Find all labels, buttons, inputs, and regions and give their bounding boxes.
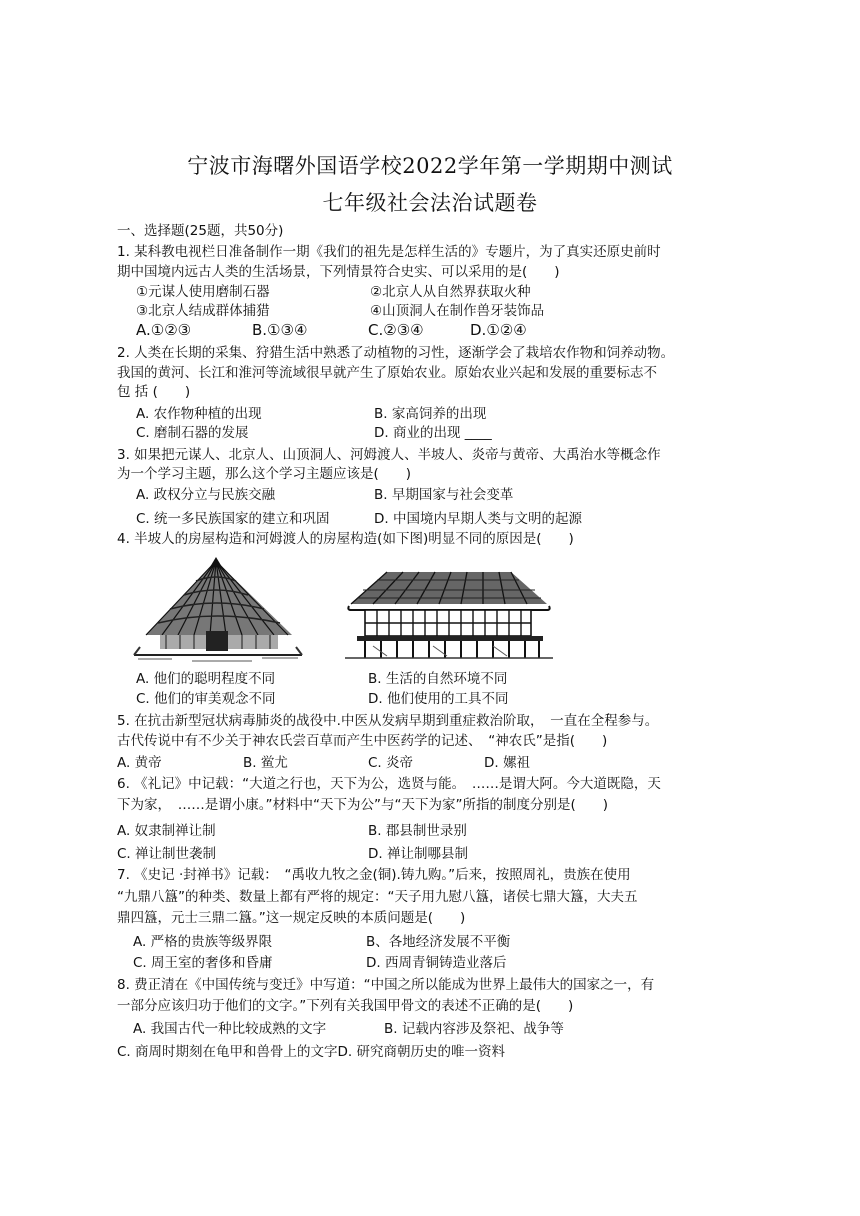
q4-option-c: C. 他们的审美观念不同 — [136, 691, 276, 707]
q8-option-cd: C. 商周时期刻在龟甲和兽骨上的文字D. 研究商朝历史的唯一资料 — [117, 1044, 505, 1060]
q7-option-a: A. 严格的贵族等级界限 — [133, 934, 273, 950]
exam-title: 宁波市海曙外国语学校2022学年第一学期期中测试 — [187, 154, 673, 178]
q4-stem-line1: 4. 半坡人的房屋构造和河姆渡人的房屋构造(如下图)明显不同的原因是( ) — [117, 531, 574, 547]
q5-option-c: C. 炎帝 — [368, 755, 414, 771]
q6-stem-line1: 6. 《礼记》中记载：“大道之行也，天下为公，选贤与能。 ……是谓大阿。今大道既隐，天 — [117, 776, 661, 792]
q3-stem-line1: 3. 如果把元谋人、北京人、山顶洞人、河姆渡人、半坡人、炎帝与黄帝、大禹治水等概念作 — [117, 447, 661, 463]
q2-option-c: C. 磨制石器的发展 — [136, 425, 249, 441]
q8-stem-line1: 8. 费正清在《中国传统与变迁》中写道：“中国之所以能成为世界上最伟大的国家之一，有 — [117, 977, 655, 993]
q2-option-d: D. 商业的出现 ____ — [374, 425, 492, 441]
q1-statement-4: ④山顶洞人在制作兽牙装饰品 — [370, 303, 545, 319]
q5-stem-line1: 5. 在抗击新型冠状病毒肺炎的战役中.中医从发病早期到重症救治阶取， 一直在全程参与。 — [117, 713, 659, 729]
q5-stem-line2: 古代传说中有不少关于神农氏尝百草而产生中医药学的记述、 “神农氏”是指( ) — [117, 733, 608, 749]
q5-option-d: D. 嫘祖 — [484, 755, 530, 771]
q7-stem-line3: 鼎四簋，元士三鼎二簋。”这一规定反映的本质问题是( ) — [117, 910, 466, 926]
q6-option-a: A. 奴隶制禅让制 — [117, 823, 216, 839]
q1-statement-1: ①元谋人使用磨制石器 — [136, 284, 270, 300]
q1-option-a: A.①②③ — [136, 321, 192, 339]
section-heading: 一、选择题(25题，共50分) — [117, 223, 284, 239]
q7-stem-line1: 7. 《史记 ·封禅书》记载： “禹收九牧之金(铜).铸九购。”后来，按照周礼，贵族在使用 — [117, 867, 631, 883]
q7-option-c: C. 周王室的奢侈和昏庸 — [133, 955, 273, 971]
exam-subtitle: 七年级社会法治试题卷 — [322, 191, 538, 215]
q3-option-a: A. 政权分立与民族交融 — [136, 487, 276, 503]
q7-option-b: B、各地经济发展不平衡 — [366, 934, 511, 950]
q1-option-b: B.①③④ — [252, 321, 308, 339]
q7-option-d: D. 西周青铜铸造业落后 — [366, 955, 507, 971]
q6-stem-line2: 下为家， ……是谓小康。”材料中“天下为公”与“天下为家”所指的制度分别是( ) — [117, 797, 609, 813]
q3-stem-line2: 为一个学习主题，那么这个学习主题应该是( ) — [117, 466, 412, 482]
banpo-hut-drawing — [132, 557, 304, 665]
q7-stem-line2: “九鼎八簋”的种类、数量上都有严将的规定：“天子用九慰八簋，诸侯七鼎大簋，大夫五 — [117, 889, 638, 905]
q1-stem-line1: 1. 某科教电视栏日准备制作一期《我们的祖先是怎样生活的》专题片，为了真实还原史前时 — [117, 244, 661, 260]
q6-option-d: D. 禅让制哪县制 — [368, 846, 468, 862]
q1-statement-2: ②北京人从自然界获取火种 — [370, 284, 531, 300]
q1-option-c: C.②③④ — [368, 321, 424, 339]
q3-option-d: D. 中国境内早期人类与文明的起源 — [374, 511, 582, 527]
q8-option-a: A. 我国古代一种比较成熟的文字 — [133, 1021, 327, 1037]
q8-stem-line2: 一部分应该归功于他们的文字。”下列有关我国甲骨文的表述不正确的是( ) — [117, 998, 574, 1014]
q3-option-c: C. 统一多民族国家的建立和巩固 — [136, 511, 330, 527]
q6-option-b: B. 郡县制世录别 — [368, 823, 467, 839]
q4-option-b: B. 生活的自然环境不同 — [368, 671, 508, 687]
q4-option-d: D. 他们使用的工具不同 — [368, 691, 509, 707]
q2-stem-line1: 2. 人类在长期的采集、狩猎生活中熟悉了动植物的习性，逐渐学会了栽培农作物和饲养动物。 — [117, 345, 675, 361]
q2-option-a: A. 农作物种植的出现 — [136, 406, 262, 422]
q6-option-c: C. 禅让制世袭制 — [117, 846, 217, 862]
hemudu-stilt-house-drawing — [343, 566, 555, 662]
q2-option-b: B. 家高饲养的出现 — [374, 406, 487, 422]
q1-stem-line2: 期中国境内远古人类的生活场景，下列情景符合史实、可以采用的是( ) — [117, 264, 560, 280]
q1-statement-3: ③北京人结成群体捕猎 — [136, 303, 270, 319]
q2-stem-line3: 包 括 ( ) — [117, 384, 191, 400]
q5-option-b: B. 鲎尤 — [243, 755, 288, 771]
q2-stem-line2: 我国的黄河、长江和淮河等流域很早就产生了原始农业。原始农业兴起和发展的重要标志不 — [117, 365, 657, 381]
q3-option-b: B. 早期国家与社会变革 — [374, 487, 514, 503]
q1-option-d: D.①②④ — [470, 321, 527, 339]
q5-option-a: A. 黄帝 — [117, 755, 162, 771]
q4-option-a: A. 他们的聪明程度不同 — [136, 671, 276, 687]
q8-option-b: B. 记载内容涉及祭祀、战争等 — [384, 1021, 564, 1037]
